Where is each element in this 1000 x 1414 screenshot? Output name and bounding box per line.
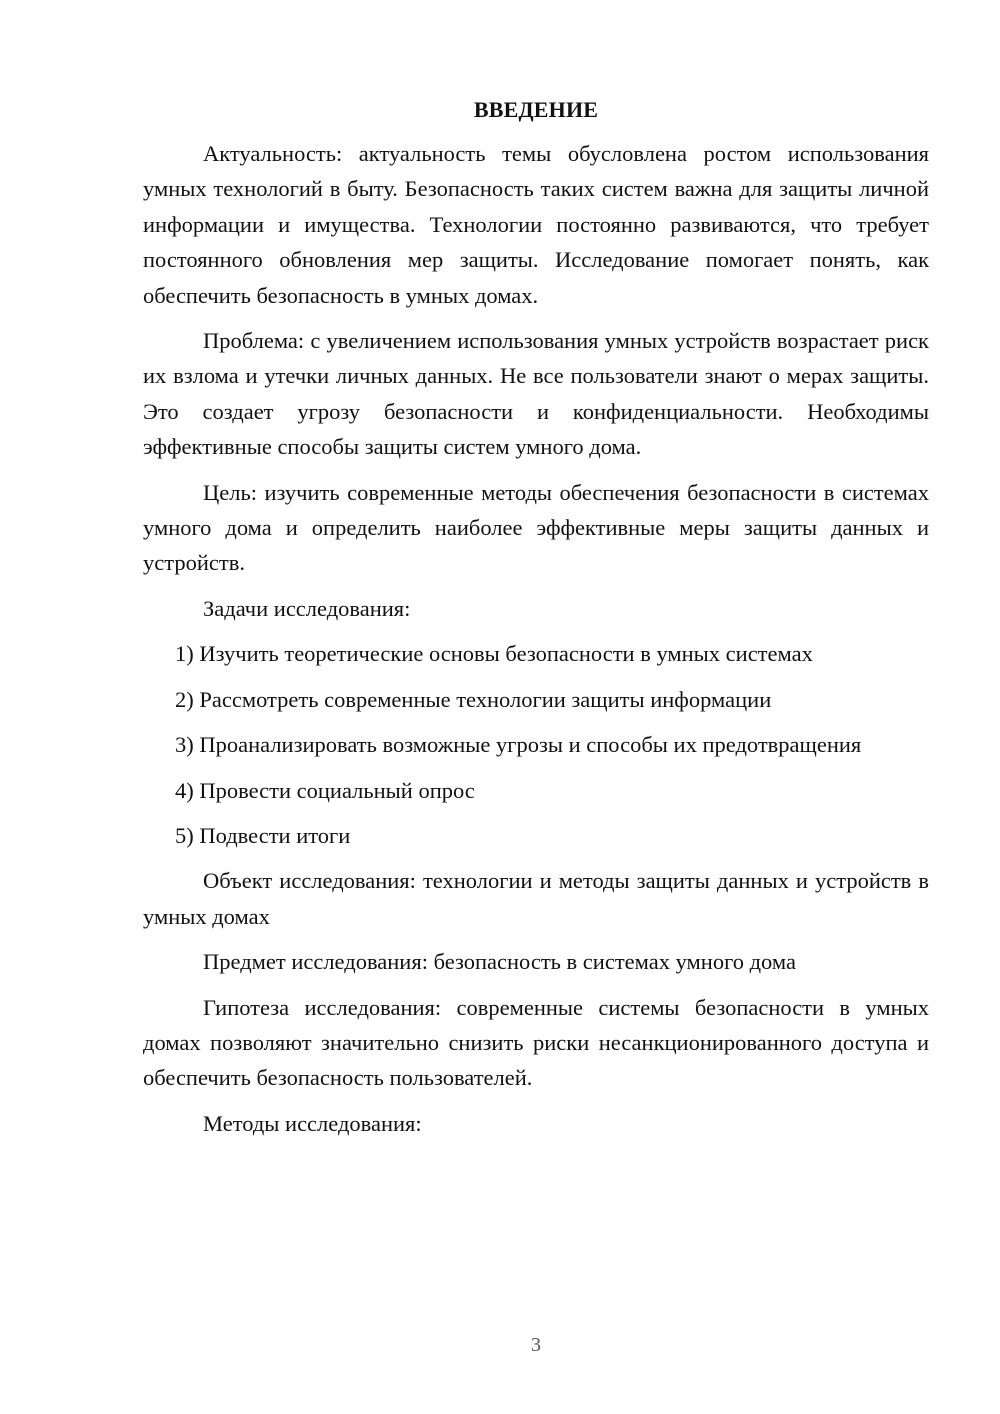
task-item: 3) Проанализировать возможные угрозы и способы их предотвращения <box>175 732 862 758</box>
task-item: 5) Подвести итоги <box>175 822 351 848</box>
tasks-list <box>143 636 929 853</box>
relevance-paragraph: Актуальность: актуальность темы обусловлена ростом использования умных технологий в быту. Безопасность таких систем важна для защиты личной информации и имущества. Технологии постоянно развиваются, что требует постоянного обновления мер защиты. Исследование помогает понять, как обеспечить безопасность в умных домах. <box>143 141 929 308</box>
section-title: ВВЕДЕНИЕ <box>473 97 599 122</box>
hypothesis-paragraph: Гипотеза исследования: современные системы безопасности в умных домах позволяют значительно снизить риски несанкционированного доступа и обеспечить безопасность пользователей. <box>143 994 929 1091</box>
methods-heading: Методы исследования: <box>203 1110 422 1136</box>
object-paragraph: Объект исследования: технологии и методы защиты данных и устройств в умных домах <box>143 868 929 929</box>
page-number: 3 <box>531 1334 541 1356</box>
task-item: 1) Изучить теоретические основы безопасности в умных системах <box>175 641 813 667</box>
goal-paragraph: Цель: изучить современные методы обеспечения безопасности в системах умного дома и определить наиболее эффективные меры защиты данных и устройств. <box>143 479 929 576</box>
tasks-heading: Задачи исследования: <box>203 595 411 621</box>
task-item: 4) Провести социальный опрос <box>175 777 475 803</box>
document-page <box>143 92 929 1141</box>
task-item: 2) Рассмотреть современные технологии защиты информации <box>175 686 772 712</box>
subject-paragraph: Предмет исследования: безопасность в системах умного дома <box>203 949 796 975</box>
problem-paragraph: Проблема: с увеличением использования умных устройств возрастает риск их взлома и утечки личных данных. Не все пользователи знают о мерах защиты. Это создает угрозу безопасности и конфиденциальности. Необходимы эффективные способы защиты систем умного дома. <box>143 328 929 460</box>
